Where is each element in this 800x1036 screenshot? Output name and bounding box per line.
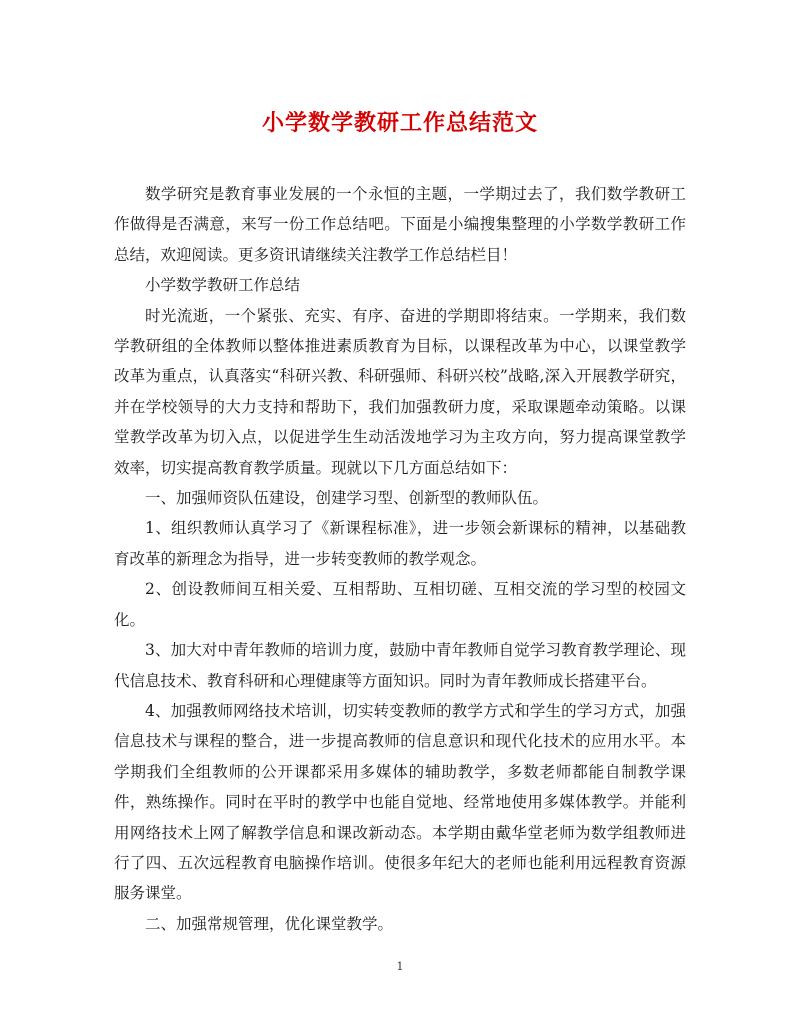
section-heading: 小学数学教研工作总结 bbox=[145, 276, 301, 295]
document-body bbox=[114, 179, 686, 939]
section-two-heading: 二、加强常规管理，优化课堂教学。 bbox=[145, 914, 394, 933]
item-two-paragraph: 2、创设教师间互相关爱、互相帮助、互相切磋、互相交流的学习型的校园文化。 bbox=[114, 580, 686, 629]
overview-paragraph: 时光流逝，一个紧张、充实、有序、奋进的学期即将结束。一学期来，我们数学教研组的全体教师以整体推进素质教育为目标，以课程改革为中心，以课堂教学改革为重点，认真落实“科研兴教、科研强师、科研兴校”战略,深入开展教学研究，并在学校领导的大力支持和帮助下，我们加强教研力度，采取课题牵动策略。以课堂教学改革为切入点，以促进学生生动活泼地学习为主攻方向，努力提高课堂教学效率，切实提高教育教学质量。现就以下几方面总结如下： bbox=[114, 306, 686, 477]
item-three-paragraph: 3、加大对中青年教师的培训力度，鼓励中青年教师自觉学习教育教学理论、现代信息技术、教育科研和心理健康等方面知识。同时为青年教师成长搭建平台。 bbox=[114, 641, 686, 690]
intro-paragraph: 数学研究是教育事业发展的一个永恒的主题，一学期过去了，我们数学教研工作做得是否满意，来写一份工作总结吧。下面是小编搜集整理的小学数学教研工作总结，欢迎阅读。更多资讯请继续关注教学工作总结栏目！ bbox=[114, 185, 686, 264]
section-one-heading: 一、加强师资队伍建设，创建学习型、创新型的教师队伍。 bbox=[145, 489, 549, 508]
item-one-paragraph: 1、组织教师认真学习了《新课程标准》，进一步领会新课标的精神，以基础教育改革的新理念为指导，进一步转变教师的教学观念。 bbox=[114, 519, 686, 568]
page-number: 1 bbox=[396, 960, 404, 973]
document-title: 小学数学教研工作总结范文 bbox=[261, 110, 538, 136]
item-four-paragraph: 4、加强教师网络技术培训，切实转变教师的教学方式和学生的学习方式，加强信息技术与课程的整合，进一步提高教师的信息意识和现代化技术的应用水平。本学期我们全组教师的公开课都采用多媒体的辅助教学，多数老师都能自制教学课件，熟练操作。同时在平时的教学中也能自觉地、经常地使用多媒体教学。并能利用网络技术上网了解教学信息和课改新动态。本学期由戴华堂老师为数学组教师进行了四、五次远程教育电脑操作培训。使很多年纪大的老师也能利用远程教育资源服务课堂。 bbox=[114, 701, 686, 903]
